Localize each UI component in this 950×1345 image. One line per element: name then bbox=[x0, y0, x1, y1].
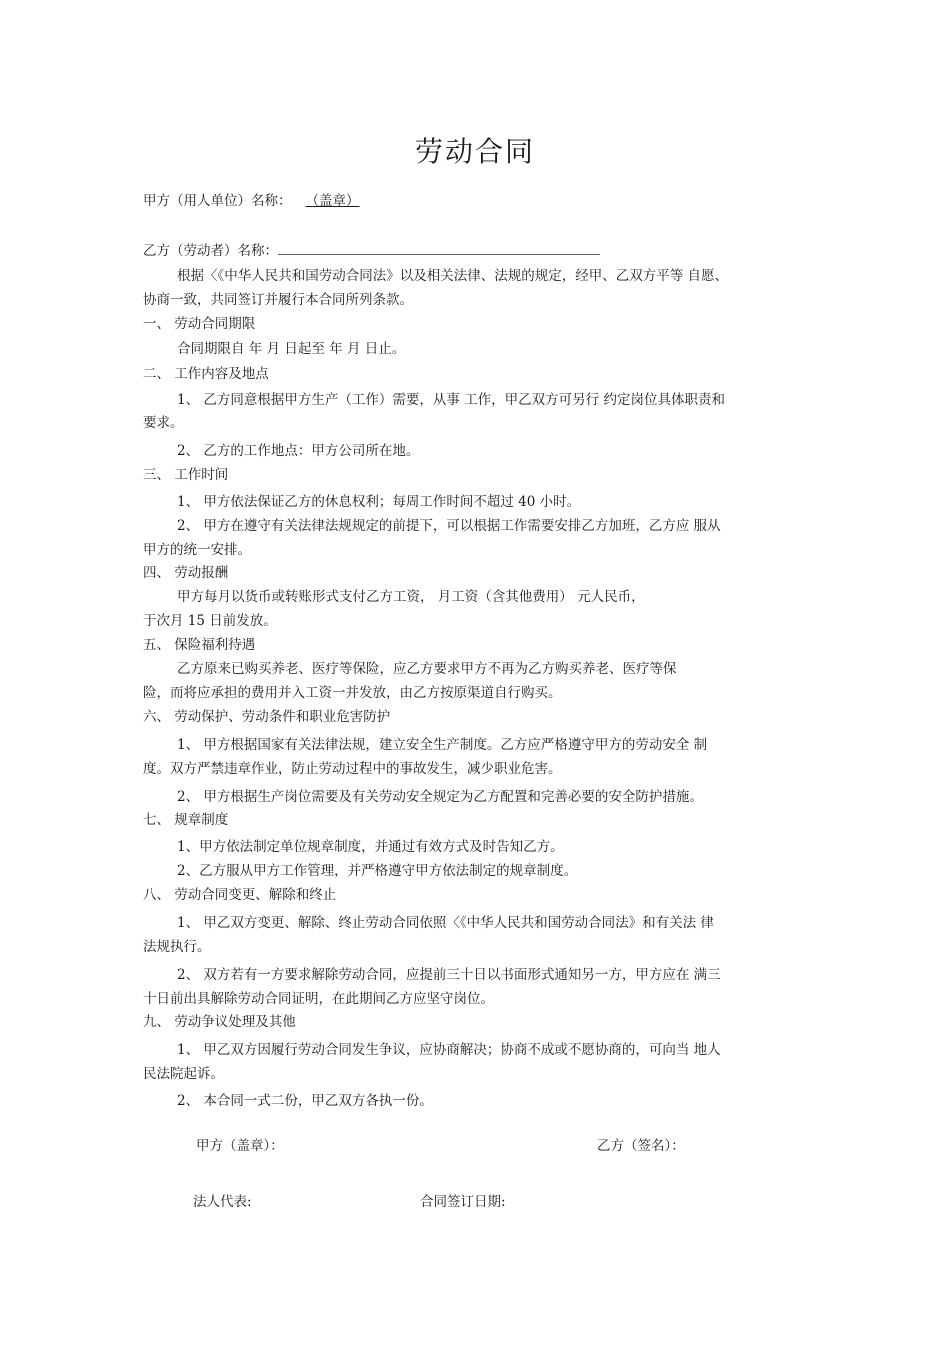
section-6-heading: 六、 劳动保护、劳动条件和职业危害防护 bbox=[143, 709, 391, 725]
party-b-name-blank bbox=[278, 240, 600, 255]
section-3-line-3: 甲方的统一安排。 bbox=[143, 542, 251, 558]
section-8-line-2: 法规执行。 bbox=[143, 939, 211, 955]
section-7-line-1: 1、甲方依法制定单位规章制度，并通过有效方式及时告知乙方。 bbox=[177, 839, 564, 855]
signature-legal-rep: 法人代表: bbox=[193, 1194, 252, 1210]
section-8-line-3: 2、 双方若有一方要求解除劳动合同，应提前三十日以书面形式通知另一方，甲方应在 满三 bbox=[177, 967, 721, 983]
section-2-heading: 二、 工作内容及地点 bbox=[143, 366, 269, 382]
signature-party-a: 甲方（盖章）： bbox=[196, 1138, 284, 1154]
section-9-line-1: 1、 甲乙双方因履行劳动合同发生争议，应协商解决；协商不成或不愿协商的，可向当 地人 bbox=[177, 1042, 721, 1058]
section-4-line-1: 甲方每月以货币或转账形式支付乙方工资， 月工资（含其他费用） 元人民币， bbox=[177, 589, 645, 605]
section-7-line-2: 2、乙方服从甲方工作管理，并严格遵守甲方依法制定的规章制度。 bbox=[177, 863, 578, 879]
signature-party-b: 乙方（签名）： bbox=[597, 1138, 685, 1154]
section-6-line-1: 1、 甲方根据国家有关法律法规，建立安全生产制度。乙方应严格遵守甲方的劳动安全 制 bbox=[177, 737, 708, 753]
section-9-line-2: 民法院起诉。 bbox=[143, 1066, 224, 1082]
section-4-heading: 四、 劳动报酬 bbox=[143, 565, 229, 581]
section-6-line-2: 度。双方严禁违章作业，防止劳动过程中的事故发生，减少职业危害。 bbox=[143, 761, 562, 777]
party-a-label: 甲方（用人单位）名称： bbox=[143, 193, 292, 209]
section-1-line-1: 合同期限自 年 月 日起至 年 月 日止。 bbox=[177, 341, 406, 357]
section-4-line-2: 于次月 15 日前发放。 bbox=[143, 613, 277, 629]
preamble-line-1: 根据〈《中华人民共和国劳动合同法》以及相关法律、法规的规定，经甲、乙双方平等 自愿、 bbox=[177, 268, 729, 284]
document-title: 劳动合同 bbox=[414, 135, 535, 168]
section-5-line-2: 险，而将应承担的费用并入工资一并发放，由乙方按原渠道自行购买。 bbox=[143, 685, 562, 701]
section-1-heading: 一、 劳动合同期限 bbox=[143, 316, 256, 332]
section-2-line-2: 要求。 bbox=[143, 415, 184, 431]
preamble-line-2: 协商一致，共同签订并履行本合同所列条款。 bbox=[143, 292, 413, 308]
section-5-line-1: 乙方原来已购买养老、医疗等保险，应乙方要求甲方不再为乙方购买养老、医疗等保 bbox=[177, 661, 677, 677]
section-6-line-3: 2、 甲方根据生产岗位需要及有关劳动安全规定为乙方配置和完善必要的安全防护措施。 bbox=[177, 789, 703, 805]
party-b-line bbox=[143, 240, 600, 260]
section-9-line-3: 2、 本合同一式二份，甲乙双方各执一份。 bbox=[177, 1093, 433, 1109]
section-2-line-3: 2、 乙方的工作地点：甲方公司所在地。 bbox=[177, 443, 420, 459]
signature-date: 合同签订日期: bbox=[420, 1194, 506, 1210]
section-3-heading: 三、 工作时间 bbox=[143, 467, 229, 483]
section-5-heading: 五、 保险福利待遇 bbox=[143, 637, 256, 653]
section-3-line-1: 1、 甲方依法保证乙方的休息权利；每周工作时间不超过 40 小时。 bbox=[177, 494, 581, 510]
party-a-seal: （盖章） bbox=[305, 193, 360, 209]
section-8-line-1: 1、 甲乙双方变更、解除、终止劳动合同依照〈《中华人民共和国劳动合同法》和有关法 律 bbox=[177, 915, 714, 931]
section-9-heading: 九、 劳动争议处理及其他 bbox=[143, 1014, 296, 1030]
section-2-line-1: 1、 乙方同意根据甲方生产（工作）需要，从事 工作，甲乙双方可另行 约定岗位具体职责和 bbox=[177, 392, 725, 408]
party-b-label: 乙方（劳动者）名称： bbox=[143, 243, 278, 259]
party-a-line bbox=[143, 192, 360, 210]
section-8-line-4: 十日前出具解除劳动合同证明，在此期间乙方应坚守岗位。 bbox=[143, 991, 494, 1007]
section-8-heading: 八、 劳动合同变更、解除和终止 bbox=[143, 887, 337, 903]
section-7-heading: 七、 规章制度 bbox=[143, 812, 229, 828]
section-3-line-2: 2、 甲方在遵守有关法律法规规定的前提下，可以根据工作需要安排乙方加班，乙方应 服从 bbox=[177, 518, 721, 534]
